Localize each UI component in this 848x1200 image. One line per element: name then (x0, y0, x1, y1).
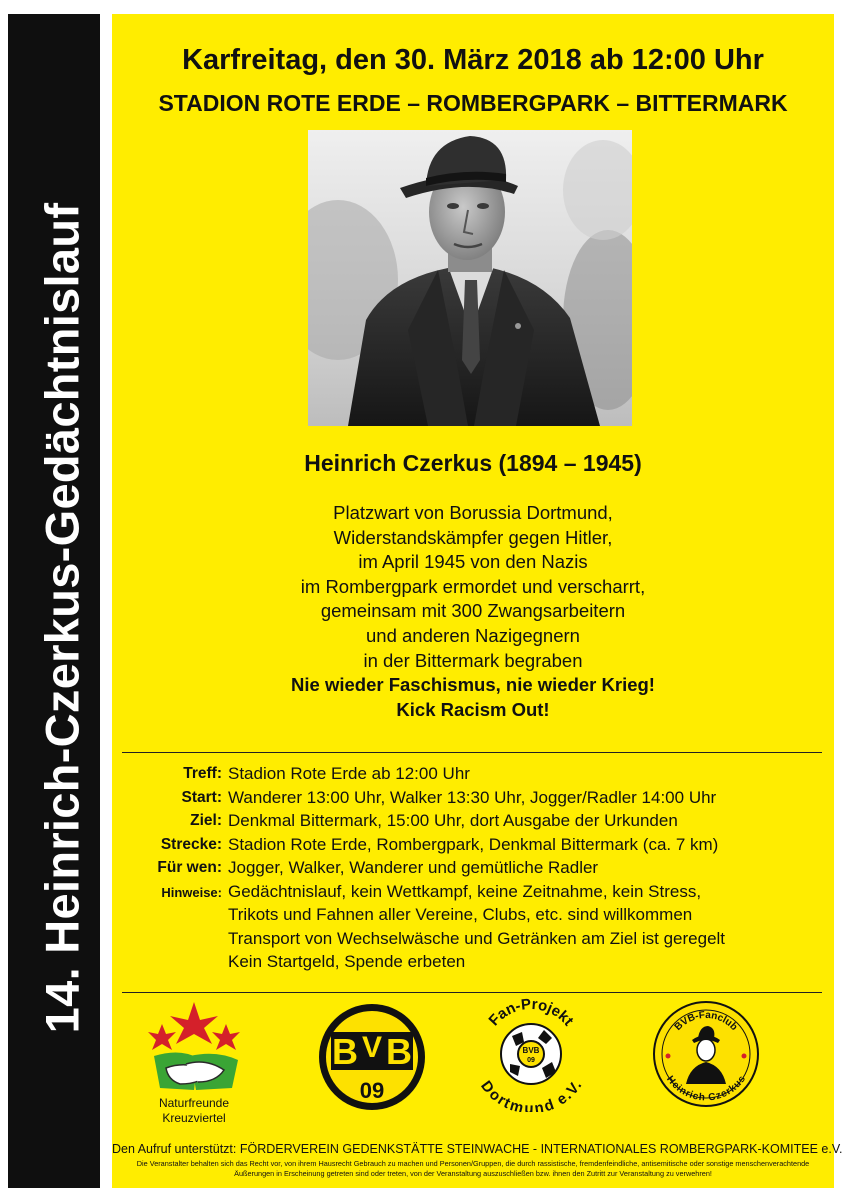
bvb-number: 09 (359, 1078, 385, 1103)
detail-value: Stadion Rote Erde ab 12:00 Uhr (228, 764, 470, 783)
biography (112, 501, 834, 722)
divider (122, 992, 822, 993)
detail-label: Treff: (183, 765, 222, 782)
detail-row-treff (112, 764, 834, 788)
event-details (112, 764, 834, 976)
detail-label: Hinweise: (161, 884, 222, 900)
red-star-icon (742, 1054, 747, 1059)
divider (122, 752, 822, 753)
detail-label: Für wen: (157, 859, 222, 876)
detail-value: Stadion Rote Erde, Rombergpark, Denkmal Bittermark (ca. 7 km) (228, 834, 719, 854)
detail-value: Gedächtnislauf, kein Wettkampf, keine Zeitnahme, kein Stress, (228, 881, 702, 901)
bio-line: im April 1945 von den Nazis (358, 551, 588, 573)
bio-line: Widerstandskämpfer gegen Hitler, (333, 526, 613, 548)
detail-value: Denkmal Bittermark, 15:00 Uhr, dort Ausgabe der Urkunden (228, 811, 678, 830)
detail-value: Trikots und Fahnen aller Vereine, Clubs, etc. sind willkommen (228, 905, 693, 924)
bvb-letter-v: V (361, 1031, 383, 1064)
detail-label: Start: (181, 788, 222, 806)
bio-line: in der Bittermark begraben (363, 649, 583, 671)
detail-value: Jogger, Walker, Wanderer und gemütliche Radler (228, 858, 599, 877)
fanclub-top-text: BVB-Fanclub (672, 1009, 740, 1033)
detail-label: Strecke: (160, 835, 222, 853)
detail-value: Wanderer 13:00 Uhr, Walker 13:30 Uhr, Jogger/Radler 14:00 Uhr (228, 787, 717, 807)
fanprojekt-top-text: Fan-Projekt (485, 995, 577, 1030)
naturfreunde-caption (140, 1096, 248, 1126)
event-title-vertical: 14. Heinrich-Czerkus-Gedächtnislauf (35, 202, 89, 1034)
poster-main (112, 14, 843, 1188)
detail-row-strecke (112, 835, 834, 859)
bvb-letter-b2: B (386, 1031, 412, 1072)
route-line: STADION ROTE ERDE – ROMBERGPARK – BITTERMARK (158, 90, 788, 116)
detail-value: Kein Startgeld, Spende erbeten (228, 952, 466, 971)
bio-line: Platzwart von Borussia Dortmund, (333, 502, 613, 523)
detail-row-hinweise-cont (112, 952, 834, 976)
detail-row-start (112, 788, 834, 812)
naturfreunde-emblem-icon (140, 994, 248, 1094)
caption-line: Naturfreunde (158, 1096, 230, 1110)
disclaimer: Die Veranstalter behalten sich das Recht vor, von ihrem Hausrecht Gebrauch zu machen und Personen/Gruppen, die durch rassistische, fremdenfeindliche, antisemitische oder sonstige menschenverachtende Äußerungen in Erscheinung getreten sind oder treten, von der Veranstaltung auszuschließen bzw. ihnen den Zutritt zur Veranstaltung zu verwehren! (136, 1159, 810, 1178)
bvb-letter-b1: B (332, 1031, 358, 1072)
red-star-icon (666, 1054, 671, 1059)
support-line: Den Aufruf unterstützt: FÖRDERVEREIN GEDENKSTÄTTE STEINWACHE - INTERNATIONALES ROMBERGPARK-KOMITEE e.V. (112, 1142, 843, 1156)
bio-line: gemeinsam mit 300 Zwangsarbeitern (320, 600, 626, 622)
detail-label: Ziel: (190, 812, 222, 829)
date-line: Karfreitag, den 30. März 2018 ab 12:00 Uhr (182, 44, 764, 76)
bvb-logo (317, 1002, 427, 1112)
caption-line: Kreuzviertel (162, 1111, 226, 1125)
bio-line: und anderen Nazigegnern (366, 624, 580, 646)
detail-row-hinweise-cont (112, 905, 834, 929)
detail-row-fuer-wen (112, 858, 834, 882)
sidebar-banner (8, 14, 100, 1188)
detail-row-hinweise-cont (112, 929, 834, 953)
fanclub-bottom-text: Heinrich Czerkus (664, 1073, 748, 1104)
fanprojekt-ball-number: 09 (527, 1057, 535, 1064)
portrait-caption: Heinrich Czerkus (1894 – 1945) (304, 450, 642, 476)
fanprojekt-logo (472, 994, 590, 1112)
detail-row-hinweise (112, 882, 834, 906)
slogan-kick-racism: Kick Racism Out! (396, 698, 550, 720)
fanprojekt-ball-letters: BVB (522, 1046, 540, 1055)
slogan-no-fascism: Nie wieder Faschismus, nie wieder Krieg! (291, 674, 655, 696)
portrait-photo (308, 130, 632, 426)
naturfreunde-logo (140, 994, 248, 1126)
fanclub-logo (652, 1000, 760, 1108)
fanprojekt-bottom-text: Dortmund e.V. (477, 1077, 586, 1112)
bio-line: im Rombergpark ermordet und verscharrt, (300, 575, 646, 597)
detail-row-ziel (112, 811, 834, 835)
detail-value: Transport von Wechselwäsche und Getränken am Ziel ist geregelt (228, 928, 726, 948)
